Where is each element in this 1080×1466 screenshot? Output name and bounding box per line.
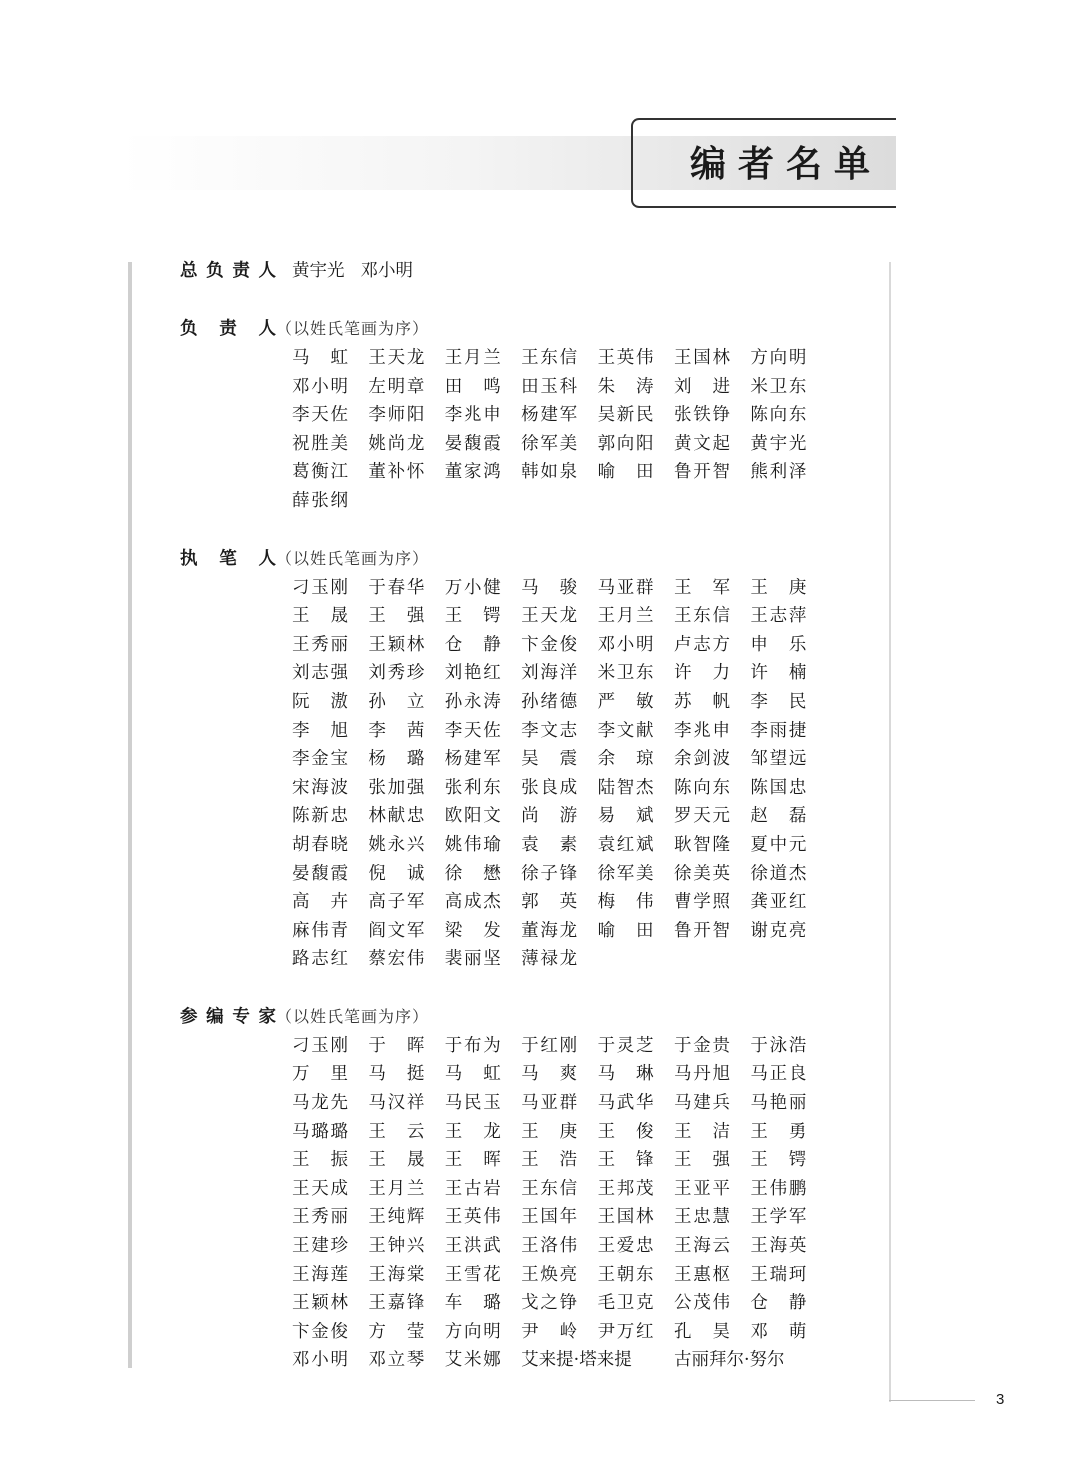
- person-name: 王天龙: [521, 606, 578, 627]
- right-margin-rule: [889, 262, 891, 1402]
- section-label: 负责人: [180, 319, 276, 339]
- person-name: 易斌: [597, 806, 654, 827]
- person-name: 于布为: [444, 1035, 501, 1056]
- left-margin-rule: [128, 262, 132, 1368]
- person-name: 王钟兴: [368, 1236, 425, 1257]
- person-name: 王伟鹏: [750, 1178, 807, 1199]
- name-grid: [292, 344, 832, 516]
- person-name: 董家鸿: [444, 462, 501, 483]
- person-name: 宋海波: [292, 777, 348, 798]
- person-name: 王嘉锋: [368, 1293, 425, 1314]
- section-header: [180, 256, 880, 286]
- person-name: 李民: [750, 691, 807, 712]
- person-name: 于灵芝: [597, 1035, 654, 1056]
- name-grid: [292, 1032, 832, 1375]
- person-name: 李文志: [521, 720, 578, 741]
- person-name: 吴震: [521, 749, 578, 770]
- section-header: [180, 1002, 880, 1032]
- person-name: 王月兰: [444, 348, 501, 368]
- person-name: 车璐: [444, 1293, 501, 1314]
- person-name: 鲁开智: [673, 920, 730, 941]
- person-name: 王俊: [597, 1121, 654, 1142]
- person-name: 王振: [292, 1150, 348, 1171]
- person-name: 韩如泉: [521, 462, 578, 483]
- person-name: 马汉祥: [368, 1093, 425, 1114]
- person-name: 麻伟青: [292, 920, 348, 941]
- person-name: 马建兵: [673, 1093, 730, 1114]
- person-name: 高卉: [292, 892, 348, 913]
- person-name: 刘艳红: [444, 663, 501, 684]
- person-name: 王勇: [750, 1121, 807, 1142]
- person-name: 于晖: [368, 1035, 425, 1056]
- section: [180, 544, 880, 974]
- person-name: 尹万红: [597, 1321, 654, 1342]
- person-name: 仓静: [750, 1293, 807, 1314]
- person-name: 万里: [292, 1064, 348, 1085]
- person-name: 张加强: [368, 777, 425, 798]
- person-name: 王秀丽: [292, 634, 348, 655]
- section-label: 总负责人: [180, 261, 276, 281]
- person-name: 艾来提·塔来提: [521, 1350, 632, 1371]
- person-name: 徐军美: [521, 433, 578, 454]
- person-name: 王海英: [750, 1236, 807, 1257]
- person-name: 王爱忠: [597, 1236, 654, 1257]
- person-name: 王国林: [597, 1207, 654, 1228]
- person-name: 王焕亮: [521, 1264, 578, 1285]
- person-name: 陈新忠: [292, 806, 348, 827]
- person-name: 王天龙: [368, 348, 425, 368]
- person-name: 徐道杰: [750, 863, 807, 884]
- person-name: 王云: [368, 1121, 425, 1142]
- person-name: 马正良: [750, 1064, 807, 1085]
- person-name: 邹望远: [750, 749, 807, 770]
- person-name: 王晟: [292, 606, 348, 627]
- person-name: 祝胜美: [292, 433, 348, 454]
- person-name: 马虹: [444, 1064, 501, 1085]
- person-name: 方向明: [444, 1321, 501, 1342]
- person-name: 陆智杰: [597, 777, 654, 798]
- person-name: 王学军: [750, 1207, 807, 1228]
- name-grid: [292, 574, 832, 974]
- person-name: 薛张纲: [292, 490, 348, 511]
- name-list: [292, 256, 429, 286]
- person-name: 李雨捷: [750, 720, 807, 741]
- person-name: 王东信: [521, 348, 578, 368]
- person-name: 李茜: [368, 720, 425, 741]
- person-name: 杨建军: [444, 749, 501, 770]
- person-name: 胡春晓: [292, 834, 348, 855]
- person-name: 罗天元: [673, 806, 730, 827]
- person-name: 王雪花: [444, 1264, 501, 1285]
- person-name: 王锷: [750, 1150, 807, 1171]
- person-name: 梅伟: [597, 892, 654, 913]
- person-name: 黄文起: [673, 433, 730, 454]
- section: [180, 256, 880, 286]
- person-name: 王洪武: [444, 1236, 501, 1257]
- person-name: 邓立琴: [368, 1350, 425, 1371]
- person-name: 邓小明: [597, 634, 654, 655]
- person-name: 耿智隆: [673, 834, 730, 855]
- person-name: 姚永兴: [368, 834, 425, 855]
- person-name: 王强: [368, 606, 425, 627]
- person-name: 李天佐: [292, 405, 348, 426]
- person-name: 王海莲: [292, 1264, 348, 1285]
- section: [180, 314, 880, 516]
- person-name: 于春华: [368, 577, 425, 598]
- person-name: 陈国忠: [750, 777, 807, 798]
- person-name: 王朝东: [597, 1264, 654, 1285]
- person-name: 晏馥霞: [292, 863, 348, 884]
- person-name: 马丹旭: [673, 1064, 730, 1085]
- person-name: 张铁铮: [673, 405, 730, 426]
- person-name: 王东信: [673, 606, 730, 627]
- person-name: 阮滶: [292, 691, 348, 712]
- person-name: 李师阳: [368, 405, 425, 426]
- person-name: 孙永涛: [444, 691, 501, 712]
- person-name: 阎文军: [368, 920, 425, 941]
- person-name: 王颖林: [292, 1293, 348, 1314]
- person-name: 梁发: [444, 920, 501, 941]
- person-name: 姚伟瑜: [444, 834, 501, 855]
- person-name: 王强: [673, 1150, 730, 1171]
- person-name: 卞金俊: [521, 634, 578, 655]
- person-name: 袁红斌: [597, 834, 654, 855]
- person-name: 吴新民: [597, 405, 654, 426]
- person-name: 方向明: [750, 348, 807, 368]
- section-label: 执笔人: [180, 548, 276, 569]
- person-name: 王锷: [444, 606, 501, 627]
- person-name: 尚游: [521, 806, 578, 827]
- section-note: （以姓氏笔画为序）: [276, 1006, 430, 1026]
- person-name: 张利东: [444, 777, 501, 798]
- person-name: 陈向东: [750, 405, 807, 426]
- person-name: 刘志强: [292, 663, 348, 684]
- person-name: 邓小明: [292, 376, 348, 397]
- person-name: 李兆申: [444, 405, 501, 426]
- person-name: 古丽拜尔·努尔: [673, 1350, 785, 1371]
- person-name: 陈向东: [673, 777, 730, 798]
- person-name: 徐美英: [673, 863, 730, 884]
- person-name: 李兆申: [673, 720, 730, 741]
- person-name: 王洁: [673, 1121, 730, 1142]
- person-name: 刘海洋: [521, 663, 578, 684]
- person-name: 方莹: [368, 1321, 425, 1342]
- person-name: 仓静: [444, 634, 501, 655]
- person-name: 王龙: [444, 1121, 501, 1142]
- person-name: 严敏: [597, 691, 654, 712]
- person-name: 裴丽坚: [444, 949, 501, 970]
- person-name: 邓小明: [360, 261, 413, 281]
- person-name: 徐懋: [444, 863, 501, 884]
- person-name: 王浩: [521, 1150, 578, 1171]
- section-note: （以姓氏笔画为序）: [276, 548, 430, 568]
- person-name: 薄禄龙: [521, 949, 578, 970]
- person-name: 王海棠: [368, 1264, 425, 1285]
- person-name: 于红刚: [521, 1035, 578, 1056]
- person-name: 曹学照: [673, 892, 730, 913]
- person-name: 孔昊: [673, 1321, 730, 1342]
- person-name: 夏中元: [750, 834, 807, 855]
- person-name: 卞金俊: [292, 1321, 348, 1342]
- person-name: 王英伟: [444, 1207, 501, 1228]
- person-name: 王军: [673, 577, 730, 598]
- section: [180, 1002, 880, 1375]
- person-name: 杨璐: [368, 749, 425, 770]
- person-name: 王忠慧: [673, 1207, 730, 1228]
- person-name: 王锋: [597, 1150, 654, 1171]
- person-name: 孙绪德: [521, 691, 578, 712]
- person-name: 王国年: [521, 1207, 578, 1228]
- person-name: 王庚: [750, 577, 807, 598]
- person-name: 左明章: [368, 376, 425, 397]
- person-name: 马骏: [521, 577, 578, 598]
- person-name: 田玉科: [521, 376, 578, 397]
- section-header: [180, 314, 880, 344]
- section-header: [180, 544, 880, 574]
- person-name: 余琼: [597, 749, 654, 770]
- person-name: 于金贵: [673, 1035, 730, 1056]
- person-name: 刘秀珍: [368, 663, 425, 684]
- person-name: 邓萌: [750, 1321, 807, 1342]
- person-name: 王亚平: [673, 1178, 730, 1199]
- person-name: 苏帆: [673, 691, 730, 712]
- person-name: 王英伟: [597, 348, 654, 368]
- person-name: 葛衡江: [292, 462, 348, 483]
- person-name: 鲁开智: [673, 462, 730, 483]
- person-name: 董海龙: [521, 920, 578, 941]
- person-name: 李旭: [292, 720, 348, 741]
- person-name: 王瑞珂: [750, 1264, 807, 1285]
- person-name: 许力: [673, 663, 730, 684]
- person-name: 欧阳文: [444, 806, 501, 827]
- person-name: 王晟: [368, 1150, 425, 1171]
- person-name: 公茂伟: [673, 1293, 730, 1314]
- person-name: 米卫东: [750, 376, 807, 397]
- person-name: 张良成: [521, 777, 578, 798]
- person-name: 马亚群: [597, 577, 654, 598]
- person-name: 高子军: [368, 892, 425, 913]
- person-name: 艾米娜: [444, 1350, 501, 1371]
- person-name: 邓小明: [292, 1350, 348, 1371]
- person-name: 熊利泽: [750, 462, 807, 483]
- person-name: 王建珍: [292, 1236, 348, 1257]
- person-name: 田鸣: [444, 376, 501, 397]
- person-name: 李金宝: [292, 749, 348, 770]
- person-name: 孙立: [368, 691, 425, 712]
- person-name: 戈之铮: [521, 1293, 578, 1314]
- person-name: 高成杰: [444, 892, 501, 913]
- person-name: 郭英: [521, 892, 578, 913]
- person-name: 马龙先: [292, 1093, 348, 1114]
- person-name: 王邦茂: [597, 1178, 654, 1199]
- person-name: 卢志方: [673, 634, 730, 655]
- person-name: 晏馥霞: [444, 433, 501, 454]
- section-note: （以姓氏笔画为序）: [276, 319, 430, 338]
- person-name: 赵磊: [750, 806, 807, 827]
- section-label: 参编专家: [180, 1006, 276, 1027]
- person-name: 许楠: [750, 663, 807, 684]
- page-title: 编者名单: [690, 143, 883, 185]
- person-name: 王洛伟: [521, 1236, 578, 1257]
- person-name: 余剑波: [673, 749, 730, 770]
- person-name: 袁素: [521, 834, 578, 855]
- page-number: 3: [996, 1391, 1005, 1408]
- person-name: 刘进: [673, 376, 730, 397]
- person-name: 马挺: [368, 1064, 425, 1085]
- person-name: 姚尚龙: [368, 433, 425, 454]
- person-name: 王古岩: [444, 1178, 501, 1199]
- person-name: 尹岭: [521, 1321, 578, 1342]
- person-name: 倪诚: [368, 863, 425, 884]
- person-name: 于泳浩: [750, 1035, 807, 1056]
- person-name: 王国林: [673, 348, 730, 368]
- person-name: 李天佐: [444, 720, 501, 741]
- person-name: 徐军美: [597, 863, 654, 884]
- person-name: 毛卫克: [597, 1293, 654, 1314]
- person-name: 龚亚红: [750, 892, 807, 913]
- person-name: 徐子锋: [521, 863, 578, 884]
- person-name: 刁玉刚: [292, 577, 348, 598]
- person-name: 董补怀: [368, 462, 425, 483]
- contributor-list: [180, 256, 880, 1403]
- person-name: 杨建军: [521, 405, 578, 426]
- person-name: 刁玉刚: [292, 1035, 348, 1056]
- person-name: 王月兰: [597, 606, 654, 627]
- person-name: 路志红: [292, 949, 348, 970]
- person-name: 申乐: [750, 634, 807, 655]
- person-name: 郭向阳: [597, 433, 654, 454]
- person-name: 黄宇光: [750, 433, 807, 454]
- person-name: 蔡宏伟: [368, 949, 425, 970]
- person-name: 王惠枢: [673, 1264, 730, 1285]
- person-name: 黄宇光: [292, 261, 345, 281]
- person-name: 王天成: [292, 1178, 348, 1199]
- person-name: 马虹: [292, 348, 348, 368]
- person-name: 王月兰: [368, 1178, 425, 1199]
- person-name: 王庚: [521, 1121, 578, 1142]
- person-name: 李文献: [597, 720, 654, 741]
- footer-rule: [889, 1400, 975, 1401]
- person-name: 马亚群: [521, 1093, 578, 1114]
- person-name: 王秀丽: [292, 1207, 348, 1228]
- person-name: 朱涛: [597, 376, 654, 397]
- person-name: 谢克亮: [750, 920, 807, 941]
- person-name: 王纯辉: [368, 1207, 425, 1228]
- person-name: 马爽: [521, 1064, 578, 1085]
- person-name: 马民玉: [444, 1093, 501, 1114]
- person-name: 马武华: [597, 1093, 654, 1114]
- person-name: 王晖: [444, 1150, 501, 1171]
- person-name: 马艳丽: [750, 1093, 807, 1114]
- person-name: 王颖林: [368, 634, 425, 655]
- person-name: 王东信: [521, 1178, 578, 1199]
- person-name: 万小健: [444, 577, 501, 598]
- person-name: 林献忠: [368, 806, 425, 827]
- person-name: 喻田: [597, 462, 654, 483]
- person-name: 王志萍: [750, 606, 807, 627]
- person-name: 马璐璐: [292, 1121, 348, 1142]
- person-name: 米卫东: [597, 663, 654, 684]
- person-name: 喻田: [597, 920, 654, 941]
- person-name: 马琳: [597, 1064, 654, 1085]
- person-name: 王海云: [673, 1236, 730, 1257]
